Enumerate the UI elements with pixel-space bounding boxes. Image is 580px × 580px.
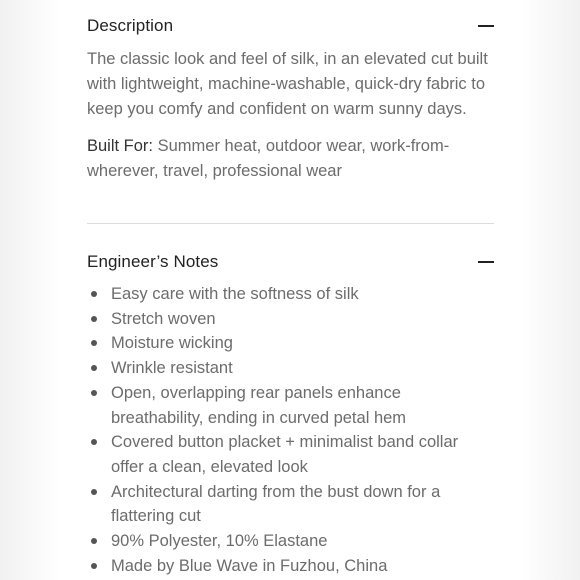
list-item-text: Open, overlapping rear panels enhance breathability, ending in curved petal hem (111, 383, 407, 427)
list-item-text: 90% Polyester, 10% Elastane (111, 532, 328, 551)
list-item (87, 282, 494, 307)
list-item-text: Easy care with the softness of silk (111, 285, 359, 303)
list-item (87, 554, 494, 579)
description-body: The classic look and feel of silk, in an elevated cut built with lightweight, machine-washable, quick-dry fabric to keep you comfy and confident on warm sunny days. (87, 50, 488, 118)
list-item-text: Made by Blue Wave in Fuzhou, China (111, 556, 388, 575)
minus-icon[interactable] (478, 18, 494, 34)
built-for-value: Summer heat, outdoor wear, work-from-wherever, travel, professional wear (87, 137, 450, 180)
built-for (87, 134, 494, 184)
list-item-text: Stretch woven (111, 309, 216, 328)
description-section (87, 14, 494, 184)
list-item (87, 307, 494, 332)
section-divider (87, 223, 494, 224)
list-item (87, 381, 494, 430)
description-title: Description (87, 16, 174, 35)
engineers-notes-section (87, 250, 494, 578)
minus-icon[interactable] (478, 254, 494, 270)
bullet-icon (91, 291, 97, 297)
bullet-icon (91, 538, 97, 544)
list-item-text: Architectural darting from the bust down for a flattering cut (111, 482, 441, 526)
engineers-notes-header[interactable] (87, 250, 494, 274)
list-item (87, 331, 494, 356)
engineers-notes-list (87, 282, 494, 578)
bullet-icon (91, 563, 97, 569)
bullet-icon (91, 365, 97, 371)
description-header[interactable] (87, 14, 494, 38)
list-item (87, 529, 494, 554)
list-item (87, 356, 494, 381)
list-item-text: Moisture wicking (111, 334, 233, 353)
bullet-icon (91, 390, 97, 396)
engineers-notes-title: Engineer’s Notes (87, 252, 219, 271)
built-for-label: Built For: (87, 137, 154, 155)
bullet-icon (91, 489, 97, 495)
bullet-icon (91, 316, 97, 322)
bullet-icon (91, 340, 97, 346)
list-item (87, 430, 494, 479)
list-item-text: Covered button placket + minimalist band collar offer a clean, elevated look (111, 433, 459, 476)
bullet-icon (91, 439, 97, 445)
list-item (87, 480, 494, 529)
list-item-text: Wrinkle resistant (111, 359, 233, 378)
